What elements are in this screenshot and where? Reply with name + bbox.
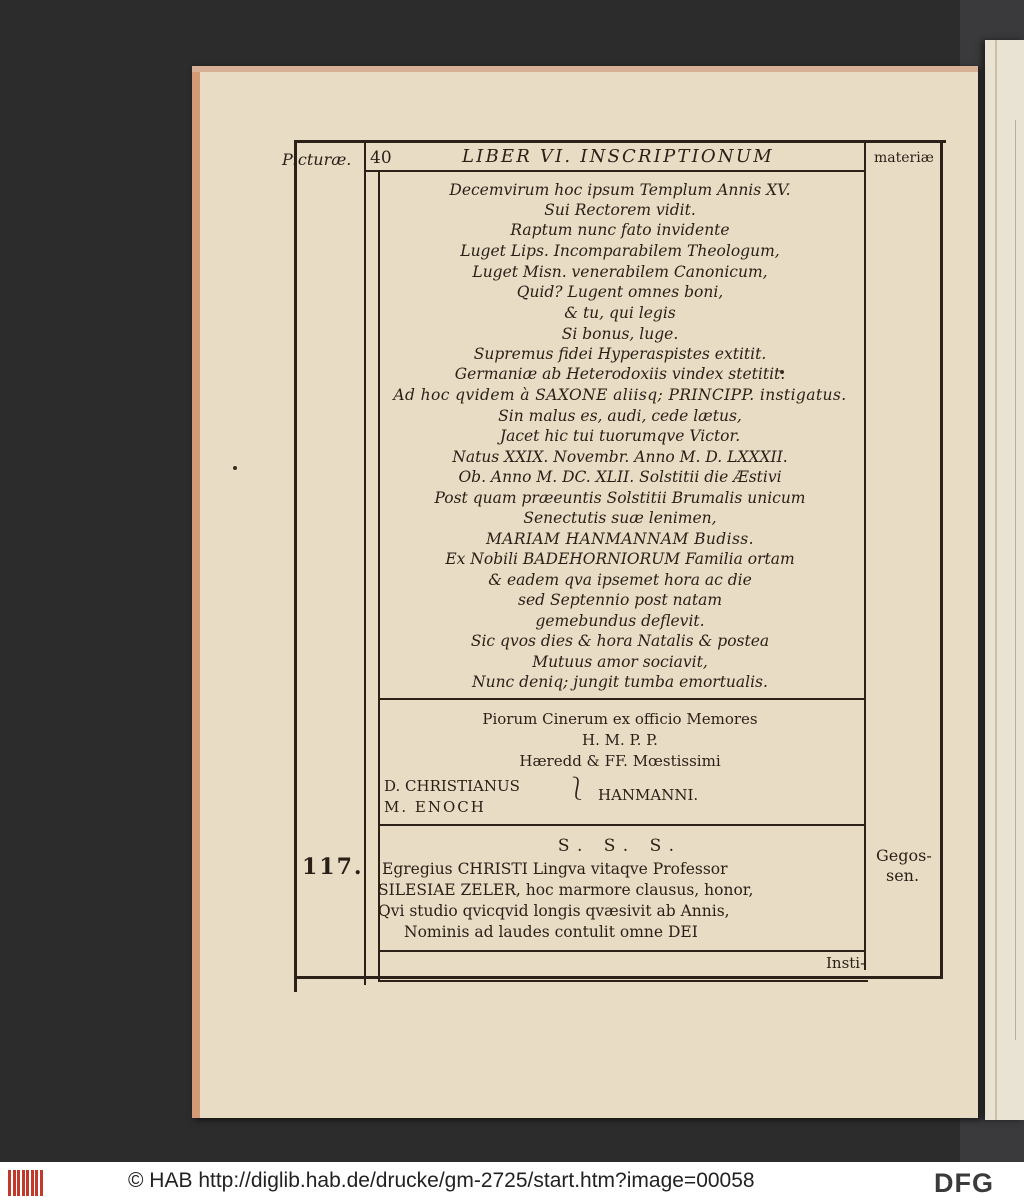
barcode-bar bbox=[8, 1170, 11, 1196]
epitaph-line: Ad hoc qvidem à SAXONE aliisq; PRINCIPP. instigatus. bbox=[393, 386, 847, 404]
page-edge-top bbox=[192, 66, 978, 72]
barcode-bar bbox=[13, 1170, 16, 1196]
epitaph-line: Nunc deniq; jungit tumba emortualis. bbox=[472, 673, 768, 691]
page-edge-left bbox=[192, 66, 200, 1118]
epitaph-line: Ex Nobili BADEHORNIORUM Familia ortam bbox=[445, 550, 795, 568]
barcode-bar bbox=[31, 1170, 34, 1196]
margin-dot bbox=[233, 466, 237, 470]
margin-heading-right: materiæ bbox=[874, 150, 934, 166]
section-rule-1 bbox=[378, 698, 866, 700]
frame-left-outer bbox=[294, 140, 297, 992]
epitaph-line: Natus XXIX. Novembr. Anno M. D. LXXXII. bbox=[452, 448, 788, 466]
entry-verse-line: Nominis ad laudes contulit omne DEI bbox=[404, 923, 698, 941]
epitaph-line: Sic qvos dies & hora Natalis & postea bbox=[470, 632, 770, 650]
dfg-logo: DFG bbox=[934, 1168, 994, 1198]
credit-url[interactable]: © HAB http://diglib.hab.de/drucke/gm-2725/start.htm?image=00058 bbox=[128, 1169, 755, 1192]
epitaph-line: Luget Misn. venerabilem Canonicum, bbox=[472, 263, 768, 281]
page-number: 40 bbox=[370, 148, 392, 168]
epitaph-line: Supremus fidei Hyperaspistes extitit. bbox=[473, 345, 767, 363]
epitaph-line: Decemvirum hoc ipsum Templum Annis XV. bbox=[449, 181, 791, 199]
barcode-icon bbox=[8, 1170, 44, 1196]
epitaph-line: Raptum nunc fato invidente bbox=[510, 221, 730, 239]
dedication-line: Piorum Cinerum ex officio Memores bbox=[482, 710, 758, 728]
running-title: LIBER VI. INSCRIPTIONUM bbox=[462, 146, 774, 167]
margin-heading-left: Picturæ. bbox=[282, 150, 352, 169]
epitaph-line: Jacet hic tui tuorumqve Victor. bbox=[499, 427, 741, 445]
adjacent-page-edge bbox=[985, 40, 1024, 1120]
dedication-line: Hæredd & FF. Mœstissimi bbox=[519, 752, 721, 770]
epitaph-line: MARIAM HANMANNAM Budiss. bbox=[486, 530, 754, 548]
epitaph-line: Si bonus, luge. bbox=[561, 325, 679, 343]
barcode-bar bbox=[35, 1170, 38, 1196]
dedication-line: H. M. P. P. bbox=[582, 731, 658, 749]
header-rule-bottom bbox=[364, 170, 864, 172]
entry-verse-line: SILESIAE ZELER, hoc marmore clausus, honor, bbox=[378, 881, 754, 899]
signatory-surname: HANMANNI. bbox=[598, 786, 699, 804]
frame-right-outer bbox=[940, 140, 943, 978]
epitaph-line: Germaniæ ab Heterodoxiis vindex stetitit. bbox=[454, 365, 786, 383]
epitaph-line: Sui Rectorem vidit. bbox=[544, 201, 696, 219]
barcode-bar bbox=[17, 1170, 20, 1196]
epitaph-line: Sin malus es, audi, cede lætus, bbox=[498, 407, 742, 425]
frame-bottom-rule bbox=[294, 976, 943, 979]
epitaph-line: Ob. Anno M. DC. XLII. Solstitii die Æstivi bbox=[458, 468, 782, 486]
signatory-name: M. ENOCH bbox=[384, 798, 486, 816]
epitaph-line: sed Septennio post natam bbox=[517, 591, 723, 609]
epitaph-line: & eadem qva ipsemet hora ac die bbox=[488, 571, 752, 589]
epitaph-line: gemebundus deflevit. bbox=[535, 612, 705, 630]
section-rule-2 bbox=[378, 824, 866, 826]
section-rule-3 bbox=[378, 950, 866, 952]
entry-verse-line: Egregius CHRISTI Lingva vitaqve Professor bbox=[382, 860, 728, 878]
barcode-bar bbox=[26, 1170, 29, 1196]
signatory-name: D. CHRISTIANUS bbox=[384, 777, 520, 795]
header-rule-top bbox=[294, 140, 946, 143]
margin-note: sen. bbox=[886, 866, 920, 885]
entry-heading: S. S. S. bbox=[557, 836, 683, 856]
barcode-bar bbox=[22, 1170, 25, 1196]
frame-left-inner bbox=[364, 140, 366, 985]
epitaph-line: Mutuus amor sociavit, bbox=[532, 653, 708, 671]
footer-bar bbox=[0, 1162, 1024, 1204]
adjacent-page-rule bbox=[995, 40, 997, 1120]
epitaph-line: Quid? Lugent omnes boni, bbox=[516, 283, 724, 301]
adjacent-page-rule-2 bbox=[1015, 120, 1016, 1040]
barcode-bar bbox=[40, 1170, 43, 1196]
entry-number: 117. bbox=[302, 854, 364, 880]
entry-verse-line: Qvi studio qvicqvid longis qvæsivit ab Annis, bbox=[378, 902, 730, 920]
catchword: Insti- bbox=[826, 954, 866, 972]
frame-text-bottom-rule bbox=[378, 980, 868, 982]
brace-icon: ⎱ bbox=[566, 777, 589, 802]
epitaph-line: Luget Lips. Incomparabilem Theologum, bbox=[460, 242, 780, 260]
epitaph-line: & tu, qui legis bbox=[564, 304, 676, 322]
margin-note: Gegos- bbox=[876, 846, 932, 865]
epitaph-line: Post quam præeuntis Solstitii Brumalis unicum bbox=[434, 489, 806, 507]
epitaph-line: Senectutis suæ lenimen, bbox=[523, 509, 717, 527]
